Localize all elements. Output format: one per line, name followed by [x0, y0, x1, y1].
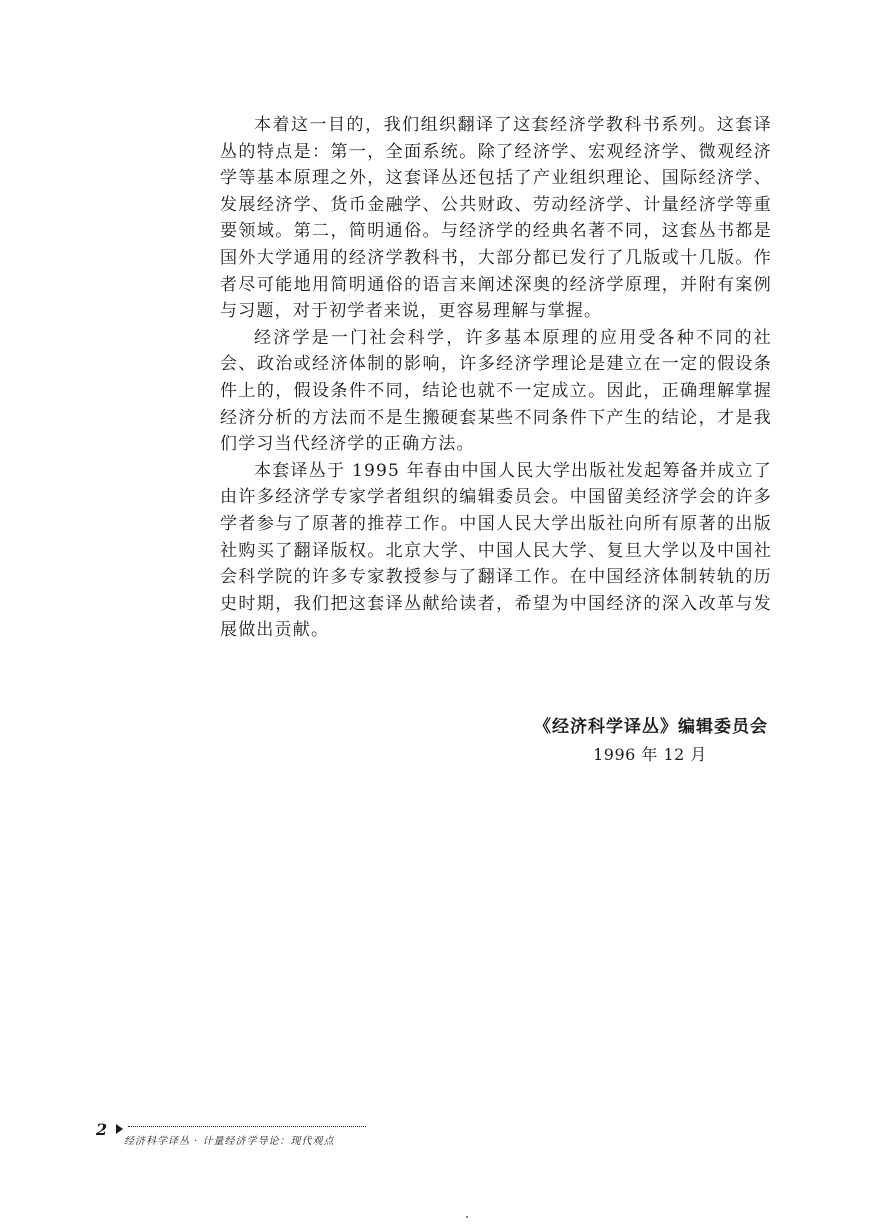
- signature-date: 1996 年 12 月: [593, 745, 707, 764]
- paragraph-1: 本着这一目的，我们组织翻译了这套经济学教科书系列。这套译丛的特点是：第一，全面系统。除了经济学、宏观经济学、微观经济学等基本原理之外，这套译丛还包括了产业组织理论、国际经济学、发展经济学、货币金融学、公共财政、劳动经济学、计量经济学等重要领域。第二，简明通俗。与经济学的经典名著不同，这套丛书都是国外大学通用的经济学教科书，大部分都已发行了几版或十几版。作者尽可能地用简明通俗的语言来阐述深奥的经济学原理，并附有案例与习题，对于初学者来说，更容易理解与掌握。: [220, 115, 772, 322]
- dotted-rule: [128, 1126, 366, 1127]
- paragraph-2: 经济学是一门社会科学，许多基本原理的应用受各种不同的社会、政治或经济体制的影响，许多经济学理论是建立在一定的假设条件上的，假设条件不同，结论也就不一定成立。因此，正确理解掌握经济分析的方法而不是生搬硬套某些不同条件下产生的结论，才是我们学习当代经济学的正确方法。: [220, 327, 772, 455]
- page-footer: [96, 1120, 396, 1150]
- scan-speck: [466, 1216, 468, 1218]
- paragraph-3: 本套译丛于 1995 年春由中国人民大学出版社发起筹备并成立了由许多经济学专家学者组织的编辑委员会。中国留美经济学会的许多学者参与了原著的推荐工作。中国人民大学出版社向所有原著的出版社购买了翻译版权。北京大学、中国人民大学、复旦大学以及中国社会科学院的许多专家教授参与了翻译工作。在中国经济体制转轨的历史时期，我们把这套译丛献给读者，希望为中国经济的深入改革与发展做出贡献。: [220, 460, 772, 641]
- page-number: 2: [96, 1120, 108, 1139]
- body-text: [220, 112, 772, 644]
- triangle-marker-icon: [116, 1124, 123, 1134]
- signature: 《经济科学译丛》编辑委员会: [534, 717, 768, 737]
- footer-series-title: 经济科学译丛 · 计量经济学导论：现代观点: [124, 1136, 335, 1147]
